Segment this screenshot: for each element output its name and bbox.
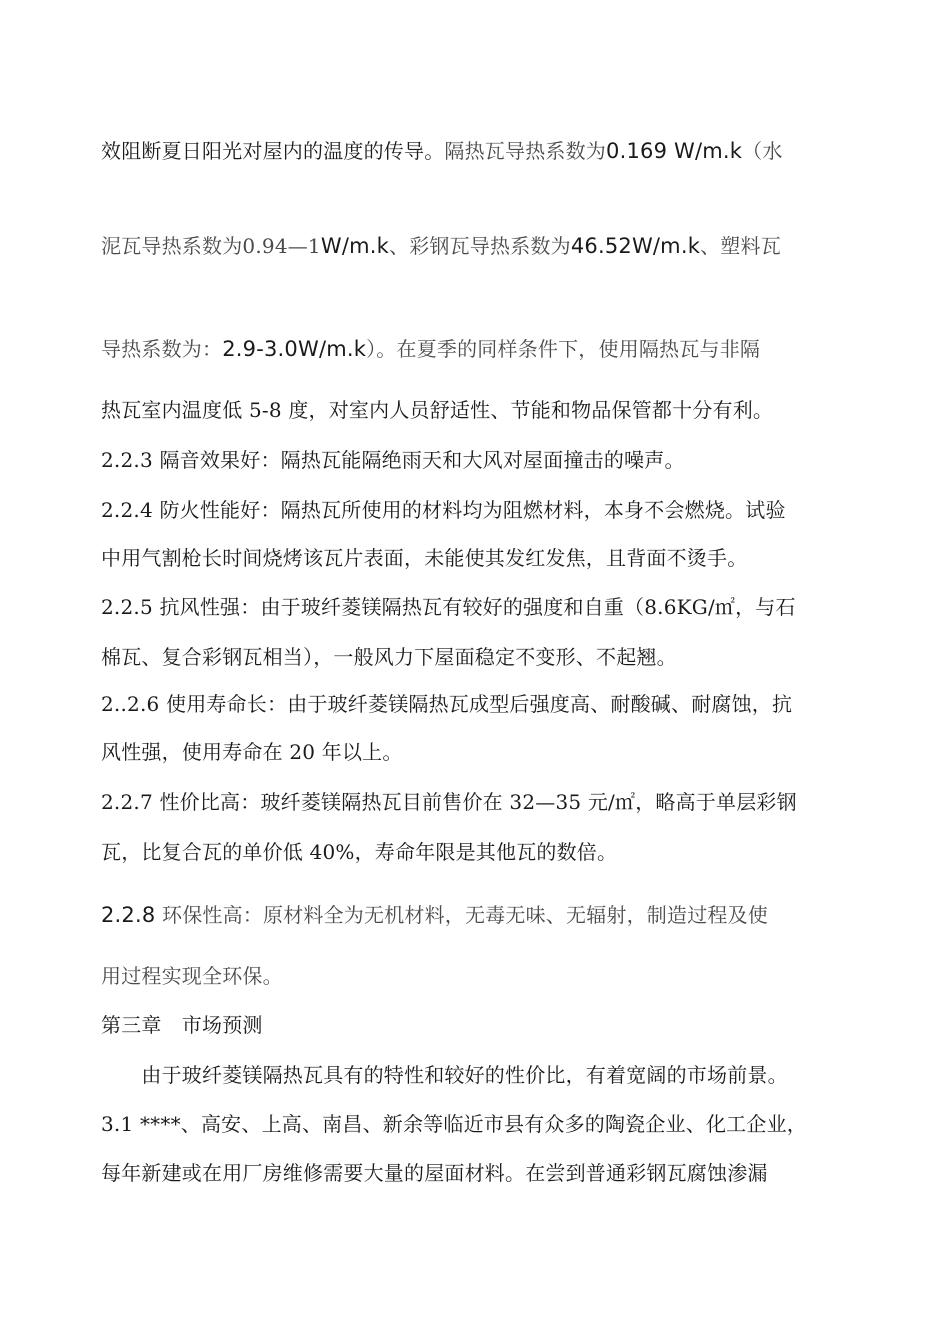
text-run: 、彩钢瓦导热系数为 xyxy=(389,234,571,258)
text-run: 2.2.5 抗风性强：由于玻纤菱镁隔热瓦有较好的强度和自重（8.6KG/㎡，与石 xyxy=(101,595,796,619)
chapter-heading xyxy=(101,1010,851,1040)
text-run: 2.9-3.0W/m.k xyxy=(222,337,367,361)
text-run: 瓦，比复合瓦的单价低 40%，寿命年限是其他瓦的数倍。 xyxy=(101,840,618,864)
text-run: 热瓦室内温度低 5-8 度，对室内人员舒适性、节能和物品保管都十分有利。 xyxy=(101,398,774,422)
text-line xyxy=(101,1060,851,1090)
text-line xyxy=(101,1158,851,1188)
text-run: ）。在夏季的同样条件下，使用隔热瓦与非隔 xyxy=(366,337,761,361)
text-run: 环保性高：原材料全为无机材料，无毒无味、无辐射，制造过程及使 xyxy=(155,903,768,927)
text-line xyxy=(101,689,851,719)
text-line xyxy=(101,787,851,817)
text-line xyxy=(101,961,851,991)
text-run: 效阻断夏日阳光对屋内的温度的传导。 xyxy=(101,139,445,163)
text-run: 导热系数为： xyxy=(101,337,223,361)
text-line xyxy=(101,737,851,767)
text-line xyxy=(101,837,851,867)
text-run: 2.2.7 性价比高：玻纤菱镁隔热瓦目前售价在 32—35 元/㎡，略高于单层彩钢 xyxy=(101,790,797,814)
text-line xyxy=(101,231,851,261)
text-run: 46.52W/m.k xyxy=(570,234,701,258)
text-run: 2..2.6 使用寿命长：由于玻纤菱镁隔热瓦成型后强度高、耐酸碱、耐腐蚀，抗 xyxy=(101,692,793,716)
text-run: 2.2.8 xyxy=(101,903,156,927)
text-run: 2.2.3 隔音效果好：隔热瓦能隔绝雨天和大风对屋面撞击的噪声。 xyxy=(101,448,685,472)
text-run: 隔热瓦导热系数为 xyxy=(444,139,607,163)
text-run: 风性强，使用寿命在 20 年以上。 xyxy=(101,740,403,764)
text-run: W/m.k xyxy=(320,234,390,258)
text-run: 每年新建或在用厂房维修需要大量的屋面材料。在尝到普通彩钢瓦腐蚀渗漏 xyxy=(101,1161,768,1185)
text-line xyxy=(101,900,851,930)
text-run: 0.169 W/m.k xyxy=(606,139,743,163)
text-line xyxy=(101,334,851,364)
text-run: 2.2.4 防火性能好：隔热瓦所使用的材料均为阻燃材料，本身不会燃烧。试验 xyxy=(101,498,786,522)
text-line xyxy=(101,543,851,573)
text-line xyxy=(101,445,851,475)
text-run: 由于玻纤菱镁隔热瓦具有的特性和较好的性价比，有着宽阔的市场前景。 xyxy=(101,1063,788,1087)
text-line xyxy=(101,395,851,425)
text-line xyxy=(101,642,851,672)
text-run: 中用气割枪长时间烧烤该瓦片表面，未能使其发红发焦，且背面不烫手。 xyxy=(101,546,748,570)
text-run: 3.1 ****、高安、上高、南昌、新余等临近市县有众多的陶瓷企业、化工企业， xyxy=(101,1112,807,1136)
text-line xyxy=(101,495,851,525)
text-run: 0.94—1 xyxy=(242,234,321,258)
text-run: （水 xyxy=(742,139,783,163)
text-run: 泥瓦导热系数为 xyxy=(101,234,243,258)
text-run: 、塑料瓦 xyxy=(700,234,781,258)
text-run: 棉瓦、复合彩钢瓦相当），一般风力下屋面稳定不变形、不起翘。 xyxy=(101,645,677,669)
text-run: 用过程实现全环保。 xyxy=(101,964,283,988)
text-run: 第三章 市场预测 xyxy=(101,1013,263,1037)
text-line xyxy=(101,592,851,622)
text-line xyxy=(101,136,851,166)
text-line xyxy=(101,1109,851,1139)
